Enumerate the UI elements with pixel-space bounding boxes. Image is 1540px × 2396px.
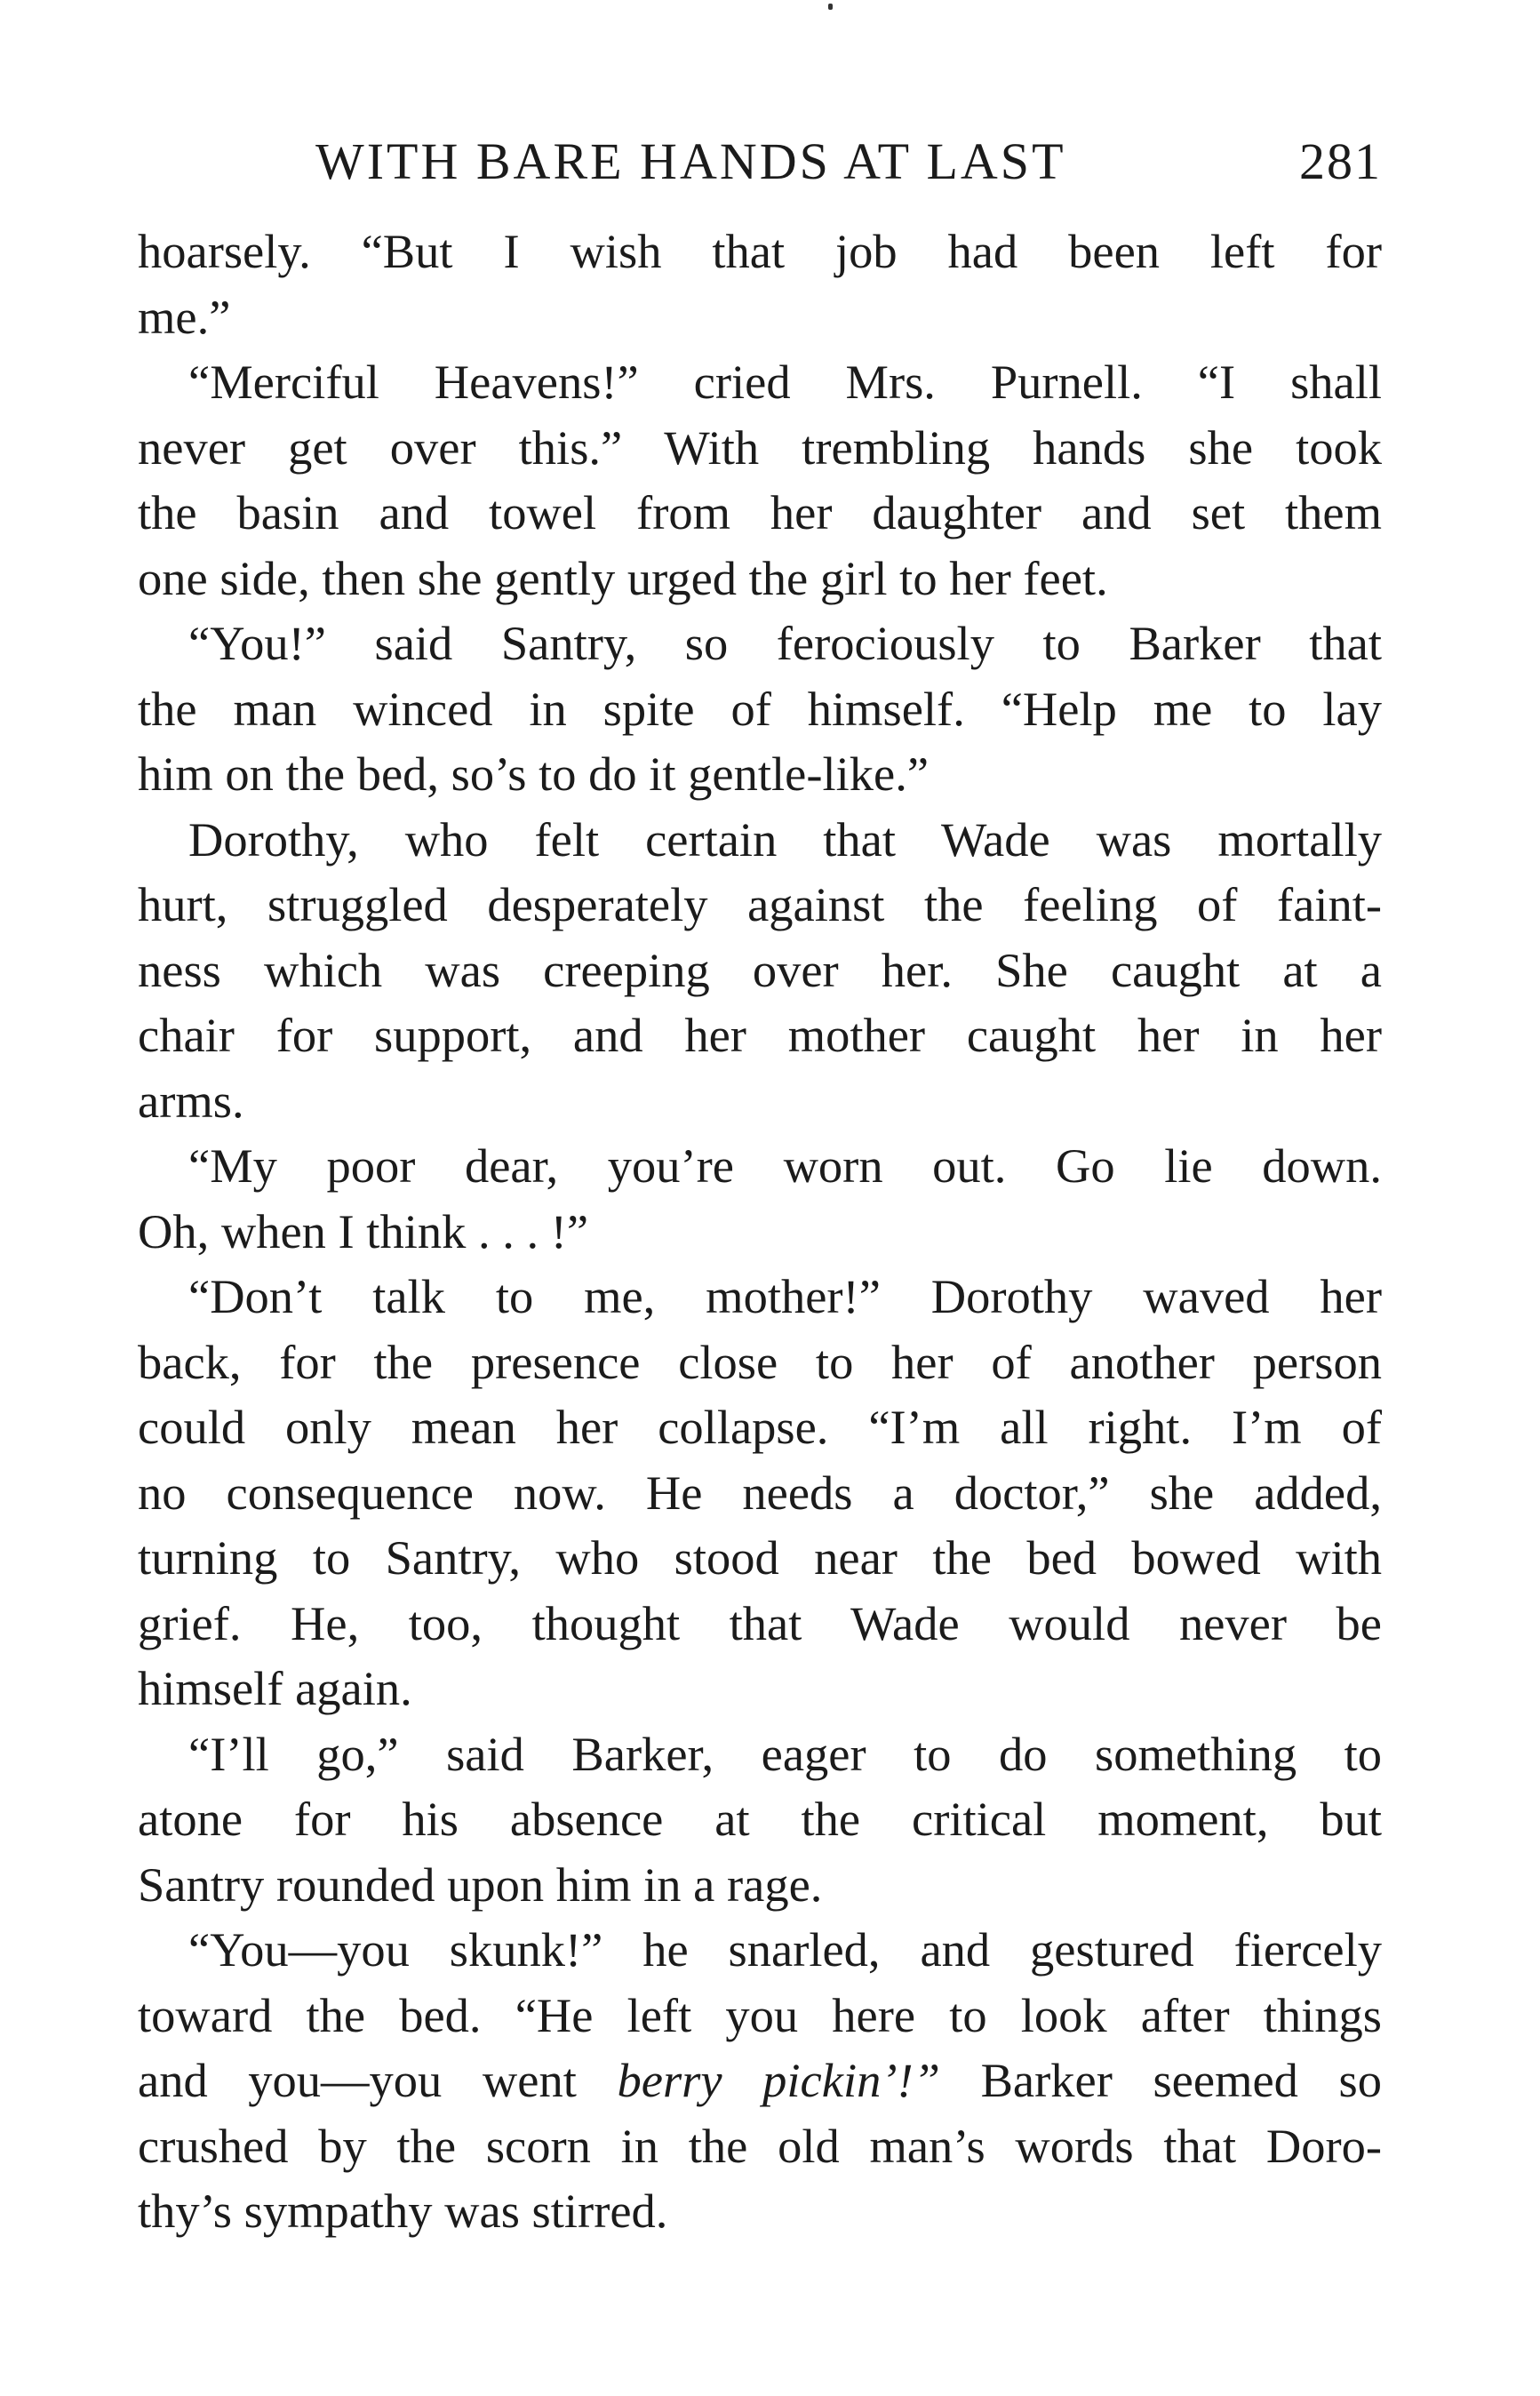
text-run: and you—you went (138, 2053, 618, 2107)
text-line: “Don’t talk to me, mother!” Dorothy waved her (188, 1269, 1382, 1323)
text-line: grief. He, too, thought that Wade would never be (138, 1595, 1382, 1650)
text-line: Dorothy, who felt certain that Wade was mortally (188, 811, 1382, 867)
ink-speck (828, 4, 833, 10)
text-line: him on the bed, so’s to do it gentle-like.” (138, 747, 930, 801)
text-line: arms. (138, 1073, 244, 1128)
text-line: chair for support, and her mother caught her in her (138, 1008, 1382, 1062)
text-line: hurt, struggled desperately against the feeling of faint- (138, 877, 1382, 931)
text-line: Santry rounded upon him in a rage. (138, 1857, 823, 1912)
text-line: Oh, when I think . . . !” (138, 1203, 589, 1258)
text-line: never get over this.” With trembling hands she took (138, 419, 1382, 475)
text-line: the man winced in spite of himself. “Help me to lay (138, 681, 1382, 736)
text-line: thy’s sympathy was stirred. (138, 2184, 668, 2238)
body-text (138, 219, 1382, 2244)
text-line: “My poor dear, you’re worn out. Go lie down. (188, 1138, 1382, 1193)
text-line: ness which was creeping over her. She caught at a (138, 942, 1382, 997)
text-line: hoarsely. “But I wish that job had been left for (138, 224, 1382, 278)
page-number: 281 (1299, 132, 1382, 190)
text-line: atone for his absence at the critical moment, but (138, 1792, 1382, 1846)
text-line: himself again. (138, 1661, 412, 1715)
page-header (138, 126, 1382, 197)
text-line: “You!” said Santry, so ferociously to Barker that (188, 616, 1382, 670)
text-line: “You—you skunk!” he snarled, and gestured fiercely (188, 1922, 1382, 1977)
text-line: back, for the presence close to her of another person (138, 1334, 1382, 1389)
text-line: the basin and towel from her daughter and set them (138, 485, 1382, 539)
text-line (138, 2048, 1382, 2113)
text-line: could only mean her collapse. “I’m all right. I’m of (138, 1400, 1382, 1454)
italic-phrase: berry pickin’!” (617, 2053, 940, 2107)
text-line: toward the bed. “He left you here to look after things (138, 1987, 1382, 2042)
text-line: crushed by the scorn in the old man’s words that Doro- (138, 2118, 1382, 2173)
text-run: Barker seemed so (939, 2053, 1382, 2107)
text-line: no consequence now. He needs a doctor,” she added, (138, 1465, 1382, 1520)
running-head: WITH BARE HANDS AT LAST (315, 132, 1066, 190)
text-line: turning to Santry, who stood near the bed bowed with (138, 1530, 1382, 1585)
text-line: me.” (138, 289, 231, 344)
text-line: “I’ll go,” said Barker, eager to do something to (188, 1726, 1382, 1781)
text-line: one side, then she gently urged the girl to her feet. (138, 550, 1108, 605)
text-line: “Merciful Heavens!” cried Mrs. Purnell. “I shall (188, 355, 1382, 409)
